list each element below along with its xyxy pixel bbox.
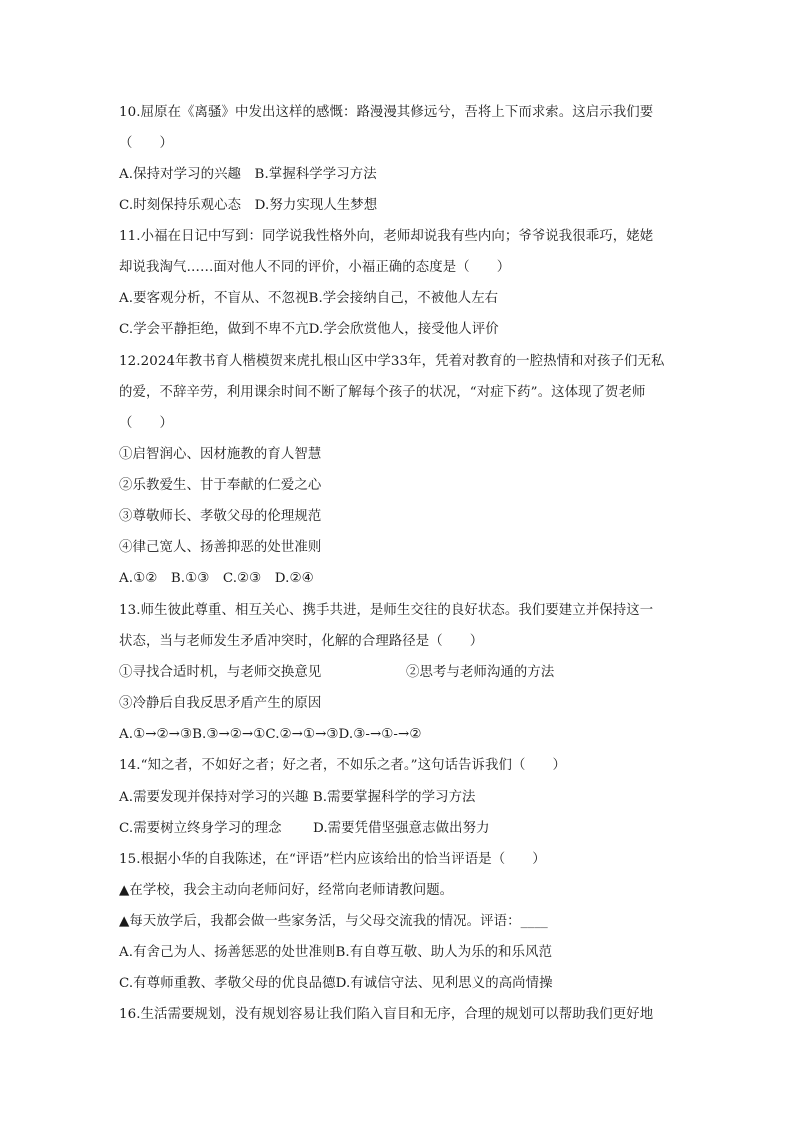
q15-stem-line1: 15.根据小华的自我陈述，在“评语”栏内应该给出的恰当评语是（ ） <box>119 852 546 867</box>
q10-stem-line2: （ ） <box>119 136 173 151</box>
q13-item-1: ①寻找合适时机，与老师交换意见 <box>119 665 322 680</box>
q12-item-1: ①启智润心、因材施教的育人智慧 <box>119 447 322 462</box>
q12-item-2: ②乐教爱生、甘于奉献的仁爱之心 <box>119 478 322 493</box>
q10-options-line2: C.时刻保持乐观心态 D.努力实现人生梦想 <box>119 198 378 213</box>
q11-stem-line2: 却说我淘气……面对他人不同的评价，小福正确的态度是（ ） <box>119 260 511 275</box>
q14-stem-line1: 14.“知之者，不如好之者；好之者，不如乐之者。”这句话告诉我们（ ） <box>119 758 566 773</box>
q12-item-4: ④律己宽人、扬善抑恶的处世准则 <box>119 540 322 555</box>
q11-stem-line1: 11.小福在日记中写到：同学说我性格外向，老师却说我有些内向；爷爷说我很乖巧，姥姥 <box>119 229 654 244</box>
q12-item-3: ③尊敬师长、孝敬父母的伦理规范 <box>119 509 322 524</box>
q14-options-line2: C.需要树立终身学习的理念 D.需要凭借坚强意志做出努力 <box>119 821 490 836</box>
q13-item-3: ③冷静后自我反思矛盾产生的原因 <box>119 696 322 711</box>
q13-item-2: ②思考与老师沟通的方法 <box>406 665 555 680</box>
q12-stem-line3: （ ） <box>119 416 173 431</box>
q13-stem-line1: 13.师生彼此尊重、相互关心、携手共进，是师生交往的良好状态。我们要建立并保持这一 <box>119 603 654 618</box>
q13-stem-line2: 状态，当与老师发生矛盾冲突时，化解的合理路径是（ ） <box>119 634 484 649</box>
q12-options: A.①② B.①③ C.②③ D.②④ <box>119 571 314 586</box>
q15-item-1: ▲在学校，我会主动向老师问好，经常向老师请教问题。 <box>119 883 454 898</box>
q12-stem-line2: 的爱，不辞辛劳，利用课余时间不断了解每个孩子的状况，“对症下药”。这体现了贺老师 <box>119 385 646 400</box>
q15-options-line1: A.有舍己为人、扬善惩恶的处世准则B.有自尊互敬、助人为乐的和乐风范 <box>119 945 553 960</box>
q12-stem-line1: 12.2024年教书育人楷模贺来虎扎根山区中学33年，凭着对教育的一腔热情和对孩子们无私 <box>119 354 665 369</box>
q11-options-line1: A.要客观分析，不盲从、不忽视B.学会接纳自己，不被他人左右 <box>119 291 499 306</box>
q15-item-2: ▲每天放学后，我都会做一些家务活，与父母交流我的情况。评语：____ <box>119 914 548 929</box>
q13-options: A.①→②→③B.③→②→①C.②→①→③D.③-→①-→② <box>119 727 422 742</box>
q11-options-line2: C.学会平静拒绝，做到不卑不亢D.学会欣赏他人，接受他人评价 <box>119 322 499 337</box>
q10-options-line1: A.保持对学习的兴趣 B.掌握科学学习方法 <box>119 167 377 182</box>
q14-options-line1: A.需要发现并保持对学习的兴趣 B.需要掌握科学的学习方法 <box>119 790 476 805</box>
q10-stem-line1: 10.屈原在《离骚》中发出这样的感慨：路漫漫其修远兮，吾将上下而求索。这启示我们要 <box>119 105 654 120</box>
q15-options-line2: C.有尊师重教、孝敬父母的优良品德D.有诚信守法、见利思义的高尚情操 <box>119 976 553 991</box>
q16-stem-line1: 16.生活需要规划，没有规划容易让我们陷入盲目和无序，合理的规划可以帮助我们更好地 <box>119 1007 654 1022</box>
